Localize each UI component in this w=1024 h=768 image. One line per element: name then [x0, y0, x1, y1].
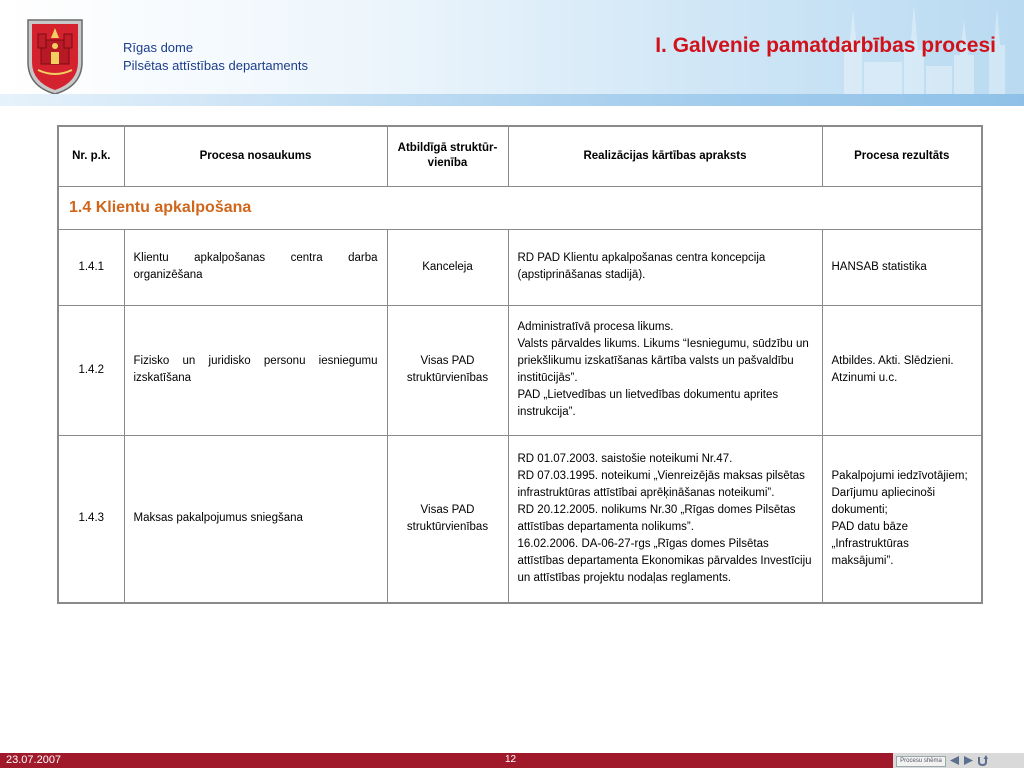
description-line: RD PAD Klientu apkalpošanas centra koncepcija (apstiprināšanas stadijā). [517, 252, 766, 281]
prev-arrow-icon[interactable] [949, 755, 960, 766]
description-line: PAD „Lietvedības un lietvedības dokumentu aprites instrukcija”. [517, 389, 779, 418]
table-row [58, 305, 982, 435]
column-header-unit: Atbildīgā struktūr-vienība [387, 126, 508, 186]
description-line: RD 07.03.1995. noteikumi „Vienreizējās maksas pilsētas infrastruktūras attīstībai aprēķināšanas noteikumi”. [517, 469, 805, 499]
row-result [822, 305, 982, 435]
header-stripe [0, 94, 1024, 106]
row-description [508, 305, 822, 435]
row-result [822, 435, 982, 603]
footer-navigation [893, 753, 1024, 768]
column-header-nr: Nr. p.k. [58, 126, 124, 186]
column-header-description: Realizācijas kārtības apraksts [508, 126, 822, 186]
description-line: RD 20.12.2005. nolikums Nr.30 „Rīgas domes Pilsētas attīstības departamenta nolikums”. [517, 503, 796, 533]
row-name: Maksas pakalpojumus sniegšana [124, 435, 387, 603]
row-nr: 1.4.3 [58, 435, 124, 603]
row-name: Klientu apkalpošanas centra darba organizēšana [124, 229, 387, 305]
description-line: Valsts pārvaldes likums. Likums “Iesniegumu, sūdzību un priekšlikumu izskatīšanas kārtība valsts un pašvaldību institūcijās”. [517, 338, 809, 384]
result-line: Darījumu apliecinoši dokumenti; [831, 486, 936, 516]
result-line: HANSAB statistika [831, 260, 927, 273]
row-description [508, 229, 822, 305]
section-cell [58, 186, 982, 229]
slide-title: I. Galvenie pamatdarbības procesi [655, 34, 996, 57]
section-title: 1.4 Klientu apkalpošana [69, 198, 252, 216]
row-nr: 1.4.1 [58, 229, 124, 305]
row-nr: 1.4.2 [58, 305, 124, 435]
process-scheme-link[interactable]: Procesu shēma [896, 756, 946, 767]
description-line: 16.02.2006. DA-06-27-rgs „Rīgas domes Pilsētas attīstības departamenta Ekonomikas pārvaldes Investīciju un attīstības projektu nodaļas reglaments. [517, 537, 812, 584]
description-line: RD 01.07.2003. saistošie noteikumi Nr.47. [517, 452, 733, 465]
riga-coat-of-arms-icon [24, 12, 86, 96]
description-line: Administratīvā procesa likums. [517, 321, 674, 333]
row-unit: Visas PAD struktūrvienības [387, 435, 508, 603]
row-result [822, 229, 982, 305]
table-row [58, 435, 982, 603]
table-row [58, 229, 982, 305]
process-table [57, 125, 983, 604]
table-header-row [58, 126, 982, 186]
org-name: Rīgas dome [123, 40, 194, 55]
row-unit: Kanceleja [387, 229, 508, 305]
column-header-name: Procesa nosaukums [124, 126, 387, 186]
next-arrow-icon[interactable] [963, 755, 974, 766]
footer-date: 23.07.2007 [6, 754, 62, 766]
section-row [58, 186, 982, 229]
row-name: Fizisko un juridisko personu iesniegumu izskatīšana [124, 305, 387, 435]
result-line: Atbildes. Akti. Slēdzieni. Atzinumi u.c. [831, 355, 954, 384]
department-name: Pilsētas attīstības departaments [123, 58, 308, 73]
result-line: PAD datu bāze „Infrastruktūras maksājumi”. [831, 520, 909, 567]
row-unit: Visas PAD struktūrvienības [387, 305, 508, 435]
slide-header [0, 0, 1024, 100]
return-icon[interactable] [977, 755, 988, 766]
row-description [508, 435, 822, 603]
page-number: 12 [505, 754, 517, 765]
result-line: Pakalpojumi iedzīvotājiem; [831, 469, 968, 482]
footer-bar [0, 753, 1024, 768]
column-header-result: Procesa rezultāts [822, 126, 982, 186]
